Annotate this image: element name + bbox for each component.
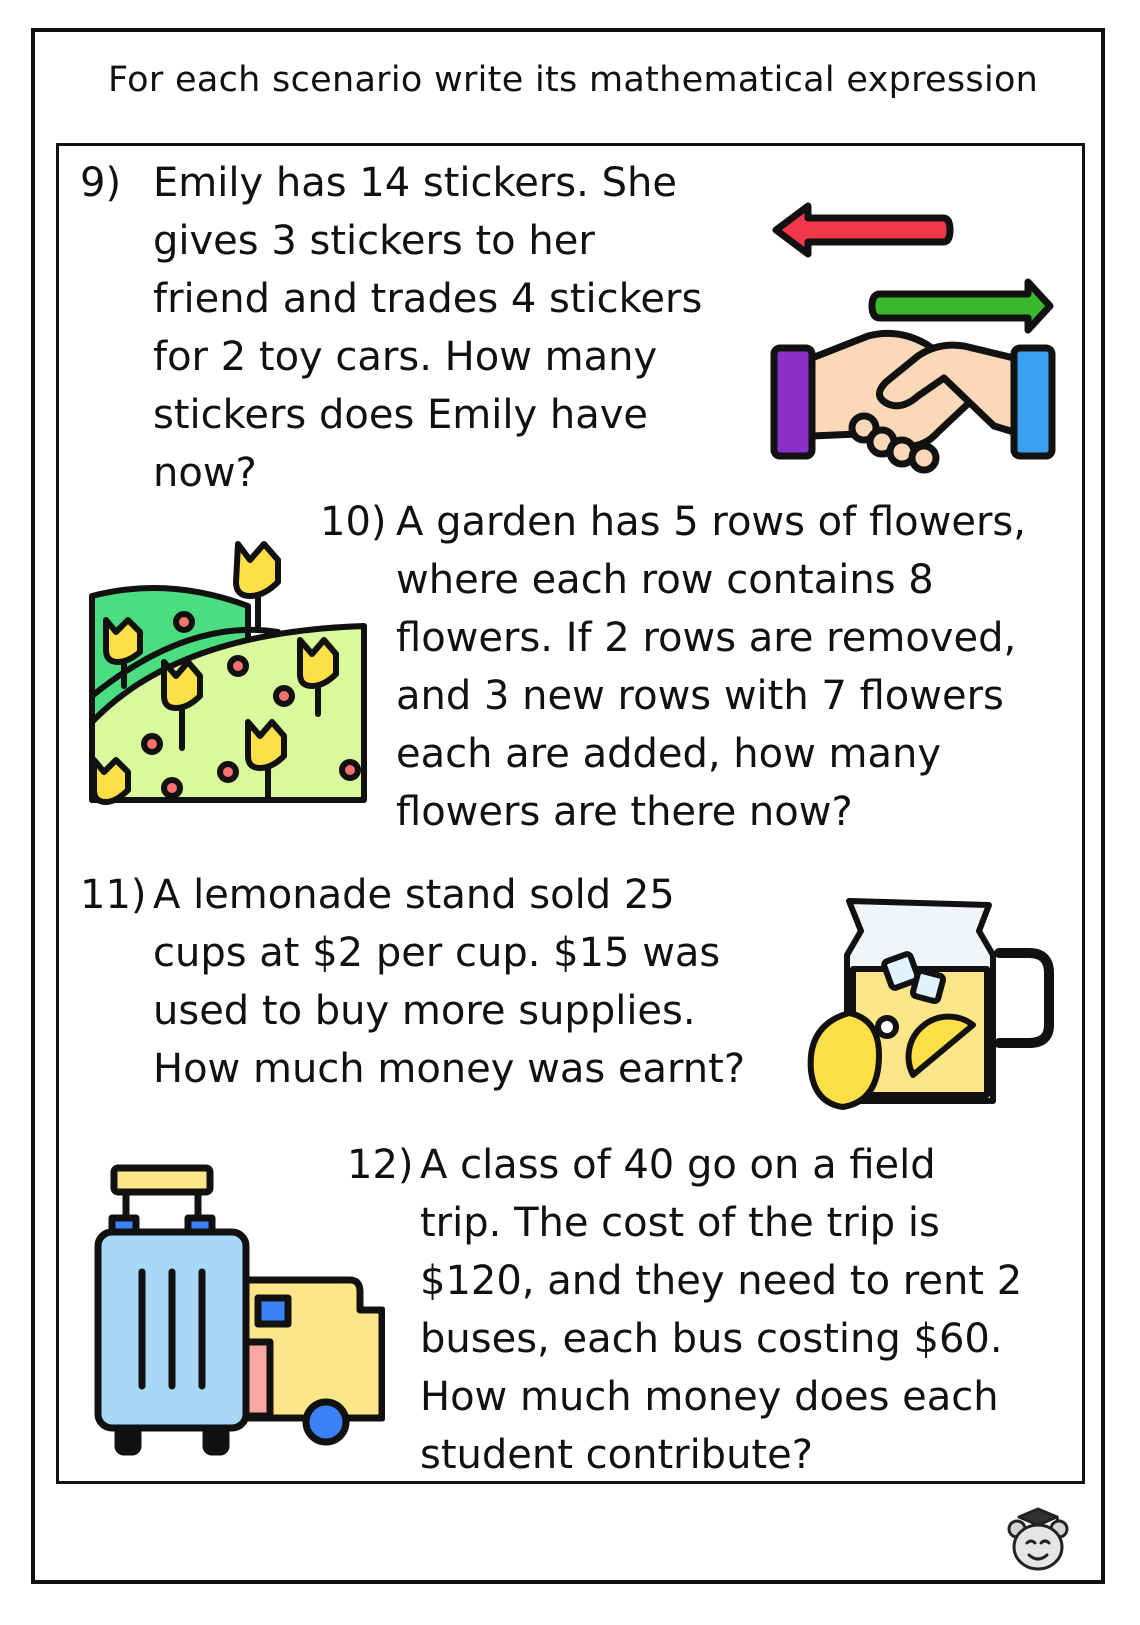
problem-number: 12) — [347, 1142, 414, 1188]
luggage-bus-icon — [90, 1160, 385, 1460]
problem-number: 11) — [80, 872, 147, 918]
lemonade-pitcher-icon — [803, 895, 1061, 1123]
problem-number: 10) — [320, 499, 387, 545]
problem-text: Emily has 14 stickers. She gives 3 stickers to her friend and trades 4 stickers for 2 toy cars. How many stickers does Emily have now? — [153, 160, 703, 496]
problem-text: A lemonade stand sold 25 cups at $2 per cup. $15 was used to buy more supplies. How much money was earnt? — [153, 872, 746, 1092]
handshake-trade-icon — [768, 196, 1058, 486]
graduate-mascot-icon — [1005, 1503, 1071, 1573]
instruction-heading: For each scenario write its mathematical expression — [108, 60, 1039, 100]
tulip-garden-icon — [88, 536, 370, 818]
problem-text: A class of 40 go on a field trip. The cost of the trip is $120, and they need to rent 2 buses, each bus costing $60. How much money does each student contribute? — [420, 1142, 1023, 1478]
problem-number: 9) — [80, 160, 122, 206]
problem-text: A garden has 5 rows of flowers, where each row contains 8 flowers. If 2 rows are removed, and 3 new rows with 7 flowers each are added, how many flowers are there now? — [396, 499, 1026, 835]
